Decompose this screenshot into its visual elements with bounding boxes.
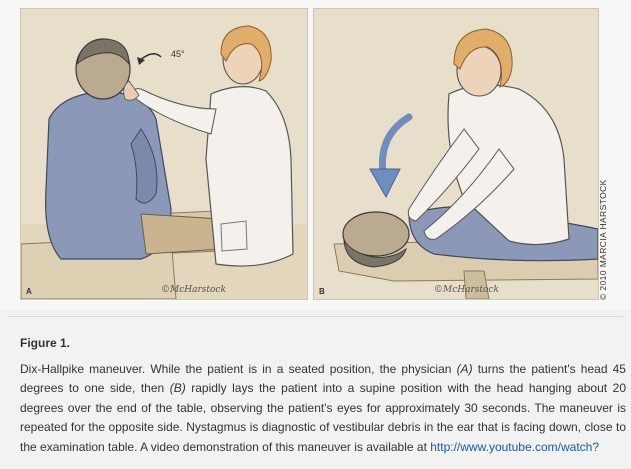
caption-text-1: Dix-Hallpike maneuver. While the patient is in a seated position, the physician [20, 361, 457, 376]
caption-divider [8, 316, 623, 317]
caption-text-3: rapidly lays the patient into a supine position with the head hanging about 20 degrees over the end of the table, observing the patient's eyes for approximately 30 seconds. The maneuver is repeated for the opposite side. Nystagmus is diagnostic of vestibular debris in the ear that is facing down, close to the examination table. A video demonstration of this maneuver is available at [20, 381, 626, 454]
panel-a-letter: A [26, 287, 32, 296]
copyright-notice: © 2010 MARCIA HARSTOCK [598, 179, 608, 300]
figure-caption [20, 334, 626, 457]
caption-title: Figure 1. [20, 336, 71, 350]
artist-signature-b: ©McHarstock [434, 285, 499, 295]
artist-signature-a: ©McHarstock [161, 285, 226, 295]
caption-body [20, 360, 626, 458]
panel-a-illustration [20, 8, 308, 300]
supine-patient-drawing [314, 9, 598, 299]
seated-patient-drawing [21, 9, 307, 299]
video-link[interactable]: http://www.youtube.com/watch? [430, 439, 599, 454]
caption-ref-b: (B) [169, 381, 186, 395]
angle-label: 45° [171, 49, 185, 59]
panel-b-illustration [313, 8, 599, 300]
caption-text-2: turns the patient's head 45 degrees to one side, then [20, 361, 626, 395]
caption-ref-a: (A) [456, 361, 473, 376]
panel-b-letter: B [319, 287, 325, 296]
